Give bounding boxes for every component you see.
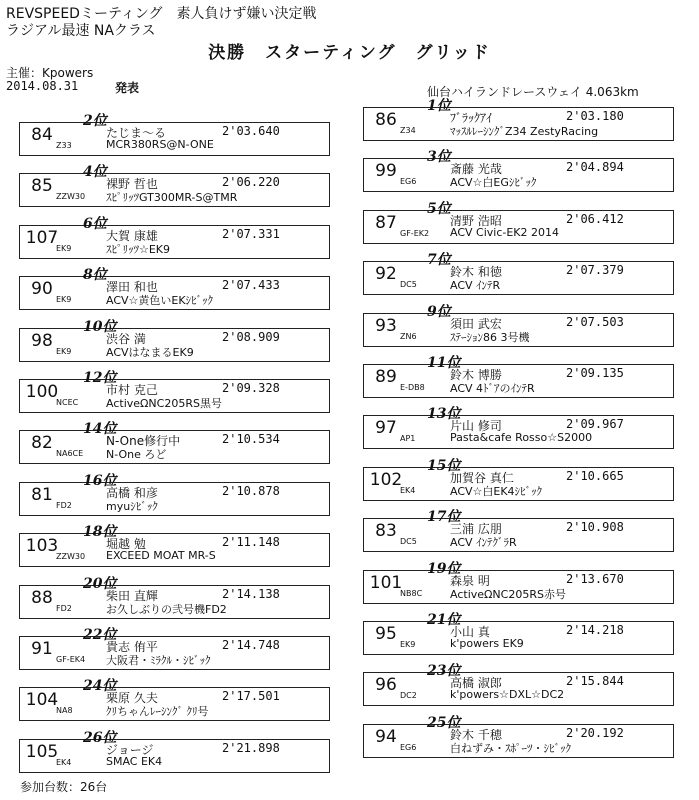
car-number: 98: [31, 330, 53, 351]
car-number: 101: [369, 572, 403, 593]
team-name: k'powers EK9: [450, 637, 524, 650]
slot-box: [19, 482, 330, 516]
team-name: ACV Civic-EK2 2014: [450, 225, 560, 239]
car-model-code: E-DB8: [400, 383, 425, 392]
driver-name: 森泉 明: [450, 573, 490, 588]
grid-position: 4位: [83, 164, 107, 181]
grid-position: 13位: [427, 406, 461, 423]
grid-position: 12位: [83, 370, 117, 386]
grid-slot: [19, 110, 331, 154]
grid-position: 11位: [427, 355, 461, 371]
car-number: 100: [25, 382, 59, 402]
grid-position: 24位: [83, 678, 117, 695]
grid-slot: [19, 624, 331, 668]
grid-slot: [19, 316, 331, 360]
car-model-code: EK9: [400, 640, 416, 649]
grid-slot: [19, 727, 331, 771]
slot-box: [19, 739, 330, 773]
team-name: 白ねずみ・ｽﾎﾟｰﾂ・ｼﾋﾞｯｸ: [450, 741, 571, 755]
slot-box: [19, 225, 330, 259]
car-model-code: ZZW30: [56, 552, 86, 562]
car-number: 88: [31, 587, 53, 608]
lap-time: 2'07.433: [222, 278, 280, 293]
car-model-code: EG6: [400, 177, 417, 187]
grid-slot: [363, 301, 675, 345]
lap-time: 2'14.218: [566, 623, 624, 637]
driver-name: 貴志 侑平: [106, 640, 158, 654]
driver-name: 鈴木 千穂: [450, 727, 502, 742]
driver-name: 堀越 勉: [106, 537, 146, 552]
car-model-code: EK9: [56, 295, 72, 305]
event-title: REVSPEEDミーティング 素人負けず嫌い決定戦: [6, 6, 317, 22]
grid-slot: [363, 455, 675, 499]
driver-name: 柴田 直輝: [106, 588, 158, 603]
car-number: 96: [375, 675, 397, 696]
team-name: ACV☆白EGｼﾋﾞｯｸ: [450, 176, 537, 190]
driver-name: 裸野 哲也: [106, 177, 158, 192]
lap-time: 2'20.192: [566, 725, 624, 740]
grid-position: 8位: [83, 267, 107, 284]
grid-slot: [363, 660, 675, 704]
car-number: 104: [25, 690, 59, 711]
team-name: ACV ｲﾝﾃｸﾞﾗR: [450, 536, 517, 550]
grid-position: 16位: [83, 472, 117, 489]
car-number: 99: [375, 161, 397, 182]
car-number: 105: [25, 741, 59, 762]
grid-position: 18位: [83, 524, 117, 541]
driver-name: 小山 真: [450, 625, 490, 639]
team-name: ｽﾋﾟﾘｯﾂ☆EK9: [106, 242, 171, 256]
grid-slot: [19, 418, 331, 462]
lap-time: 2'03.640: [222, 124, 280, 138]
slot-box: [363, 518, 674, 552]
car-number: 91: [31, 639, 53, 659]
car-number: 89: [375, 367, 397, 387]
car-model-code: ZN6: [400, 331, 417, 341]
team-name: ｽﾃｰｼｮﾝ86 3号機: [450, 330, 530, 344]
lap-time: 2'15.844: [566, 674, 624, 689]
grid-slot: [19, 161, 331, 205]
team-name: ACV☆白EK4ｼﾋﾞｯｸ: [450, 484, 543, 498]
car-number: 97: [375, 418, 397, 439]
car-model-code: AP1: [400, 434, 416, 444]
team-name: ｽﾋﾟﾘｯﾂGT300MR-S@TMR: [106, 191, 238, 205]
lap-time: 2'11.148: [222, 535, 280, 550]
team-name: ACV 4ﾄﾞｱのｲﾝﾃR: [450, 382, 535, 395]
team-name: Pasta&cafe Rosso☆S2000: [450, 431, 593, 445]
team-name: myuｼﾋﾞｯｸ: [106, 499, 158, 513]
car-model-code: NA6CE: [56, 449, 84, 459]
grid-slot: [363, 198, 675, 242]
driver-name: 斎藤 光哉: [450, 162, 502, 177]
page-title: 決勝 スターティング グリッド: [208, 43, 491, 63]
car-model-code: EK4: [56, 757, 72, 767]
grid-position: 3位: [427, 149, 451, 166]
car-number: 86: [375, 110, 397, 130]
class-title: ラジアル最速 NAクラス: [6, 23, 156, 39]
lap-time: 2'03.180: [566, 109, 624, 123]
car-number: 107: [25, 227, 59, 248]
driver-name: 澤田 和也: [106, 280, 158, 295]
car-model-code: ZZW30: [56, 192, 86, 202]
lap-time: 2'21.898: [222, 740, 280, 755]
lap-time: 2'07.503: [566, 314, 624, 329]
car-model-code: GF-EK2: [400, 228, 430, 238]
venue: 仙台ハイランドレースウェイ 4.063km: [427, 85, 639, 99]
grid-position: 1位: [427, 98, 451, 114]
grid-slot: [363, 95, 675, 139]
grid-position: 14位: [83, 421, 117, 438]
driver-name: 清野 浩昭: [450, 213, 502, 228]
car-model-code: NCEC: [56, 398, 79, 407]
grid-slot: [19, 264, 331, 308]
car-model-code: Z33: [56, 141, 72, 150]
lap-time: 2'09.135: [566, 366, 624, 380]
driver-name: ﾌﾞﾗｯｸｱｲ: [450, 111, 493, 125]
car-number: 92: [375, 264, 397, 285]
grid-slot: [19, 213, 331, 257]
car-model-code: Z34: [400, 126, 416, 135]
team-name: SMAC EK4: [106, 754, 163, 768]
driver-name: 鈴木 博勝: [450, 368, 502, 382]
grid-slot: [19, 470, 331, 514]
lap-time: 2'14.748: [222, 638, 280, 652]
lap-time: 2'06.412: [566, 211, 624, 226]
car-number: 93: [375, 315, 397, 336]
grid-position: 21位: [427, 612, 461, 628]
driver-name: 片山 修司: [450, 419, 502, 434]
grid-slot: [363, 146, 675, 190]
car-number: 102: [369, 469, 403, 490]
grid-position: 5位: [427, 200, 451, 217]
grid-position: 9位: [427, 303, 451, 320]
grid-slot: [363, 352, 675, 396]
grid-position: 10位: [83, 318, 117, 335]
team-name: ActiveΩNC205RS黒号: [106, 397, 222, 410]
car-number: 103: [25, 536, 59, 557]
car-model-code: EK9: [56, 243, 72, 253]
grid-slot: [363, 712, 675, 756]
car-number: 85: [31, 176, 53, 197]
driver-name: 高橋 和彦: [106, 485, 158, 500]
lap-time: 2'10.878: [222, 483, 280, 498]
car-model-code: FD2: [56, 500, 72, 510]
lap-time: 2'10.665: [566, 468, 624, 483]
car-model-code: EK4: [400, 485, 416, 495]
team-name: ACV ｲﾝﾃR: [450, 279, 501, 293]
lap-time: 2'08.909: [222, 329, 280, 344]
grid-position: 26位: [83, 729, 117, 746]
lap-time: 2'06.220: [222, 175, 280, 190]
car-model-code: DC5: [400, 280, 417, 290]
team-name: MCR380RS@N-ONE: [106, 138, 214, 151]
driver-name: たじま～る: [106, 126, 167, 140]
grid-position: 23位: [427, 663, 461, 680]
organizer: 主催：Kpowers: [6, 66, 94, 80]
announcement-label: 発表: [115, 81, 140, 95]
team-name: ActiveΩNC205RS赤号: [450, 587, 566, 601]
slot-box: [363, 261, 674, 295]
driver-name: ジョージ: [106, 742, 154, 757]
grid-slot: [363, 558, 675, 602]
date: 2014.08.31: [6, 79, 79, 93]
lap-time: 2'10.534: [222, 432, 280, 447]
driver-name: 三浦 広朋: [450, 522, 502, 537]
driver-name: 須田 武宏: [450, 316, 502, 331]
lap-time: 2'14.138: [222, 586, 280, 601]
team-name: ACVはなまるEK9: [106, 345, 194, 359]
grid-slot: [363, 403, 675, 447]
car-model-code: NA8: [56, 706, 73, 716]
driver-name: N-One修行中: [106, 434, 181, 449]
grid-slot: [363, 506, 675, 550]
entry-count: 参加台数：26台: [20, 780, 108, 794]
team-name: ﾏｯｽﾙﾚｰｼﾝｸﾞZ34 ZestyRacing: [450, 125, 599, 138]
grid-slot: [19, 573, 331, 617]
car-number: 81: [31, 484, 53, 505]
grid-position: 25位: [427, 714, 461, 731]
team-name: ACV☆黄色いEKｼﾋﾞｯｸ: [106, 294, 214, 308]
car-model-code: EK9: [56, 346, 72, 356]
team-name: ｸﾘちゃんﾚｰｼﾝｸﾞ ｸﾘ号: [106, 705, 209, 719]
grid-position: 19位: [427, 560, 461, 577]
car-model-code: EG6: [400, 742, 417, 752]
car-number: 83: [375, 521, 397, 542]
grid-position: 20位: [83, 575, 117, 592]
driver-name: 鈴木 和徳: [450, 265, 502, 280]
grid-slot: [19, 521, 331, 565]
driver-name: 加賀谷 真仁: [450, 470, 514, 485]
car-model-code: DC5: [400, 537, 417, 547]
lap-time: 2'04.894: [566, 160, 624, 175]
car-number: 87: [375, 212, 397, 233]
grid-slot: [19, 675, 331, 719]
lap-time: 2'13.670: [566, 571, 624, 586]
driver-name: 市村 克己: [106, 383, 158, 397]
driver-name: 渋谷 満: [106, 331, 146, 346]
grid-position: 17位: [427, 509, 461, 526]
grid-position: 2位: [83, 113, 107, 129]
driver-name: 高橋 淑郎: [450, 676, 502, 691]
car-number: 95: [375, 624, 397, 644]
lap-time: 2'07.331: [222, 226, 280, 241]
car-number: 90: [31, 279, 53, 300]
lap-time: 2'17.501: [222, 689, 280, 704]
car-model-code: DC2: [400, 691, 417, 701]
lap-time: 2'09.967: [566, 417, 624, 432]
team-name: k'powers☆DXL☆DC2: [450, 688, 565, 702]
car-number: 84: [31, 125, 53, 145]
team-name: お久しぶりの弐号機FD2: [106, 602, 227, 616]
lap-time: 2'09.328: [222, 381, 280, 395]
grid-position: 22位: [83, 627, 117, 643]
grid-slot: [363, 249, 675, 293]
grid-slot: [363, 609, 675, 653]
grid-position: 15位: [427, 457, 461, 474]
team-name: N-One ろど: [106, 448, 167, 462]
driver-name: 大賀 康雄: [106, 228, 158, 243]
lap-time: 2'10.908: [566, 520, 624, 535]
car-model-code: FD2: [56, 603, 72, 613]
team-name: 大阪君・ﾐﾗｸﾙ・ｼﾋﾞｯｸ: [106, 654, 211, 667]
car-number: 82: [31, 433, 53, 454]
grid-position: 6位: [83, 215, 107, 232]
grid-position: 7位: [427, 252, 451, 269]
lap-time: 2'07.379: [566, 263, 624, 278]
car-model-code: GF-EK4: [56, 655, 86, 664]
car-number: 94: [375, 726, 397, 747]
driver-name: 栗原 久夫: [106, 691, 158, 706]
car-model-code: NB8C: [400, 588, 423, 598]
team-name: EXCEED MOAT MR-S: [106, 549, 216, 563]
grid-slot: [19, 367, 331, 411]
